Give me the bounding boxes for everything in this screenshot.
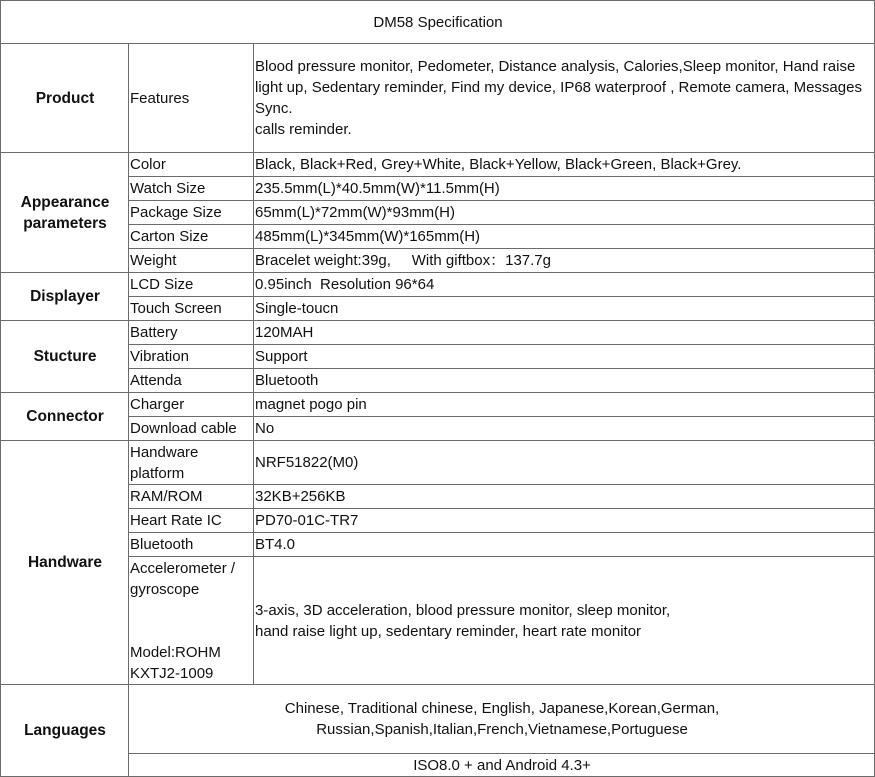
spec-label: Battery (129, 321, 254, 345)
spec-value: Black, Black+Red, Grey+White, Black+Yellow, Black+Green, Black+Grey. (254, 153, 875, 177)
table-row (1, 153, 875, 177)
table-row (1, 417, 875, 441)
section-appearance-line2: parameters (23, 214, 107, 232)
table-row (1, 369, 875, 393)
spec-value: Support (254, 345, 875, 369)
table-row (1, 557, 875, 685)
table-row (1, 225, 875, 249)
features-text: Blood pressure monitor, Pedometer, Distance analysis, Calories,Sleep monitor, Hand raise light up, Sedentary reminder, Find my device, IP68 waterproof , Remote camera, Messages Sync. (255, 58, 862, 117)
spec-value: 0.95inch Resolution 96*64 (254, 273, 875, 297)
languages-line2: Russian,Spanish,Italian,French,Vietnamese,Portuguese (316, 721, 688, 738)
spec-label: Charger (129, 393, 254, 417)
features-label: Features (129, 44, 254, 153)
spec-label: Weight (129, 249, 254, 273)
spec-label: Watch Size (129, 177, 254, 201)
title-row (1, 1, 875, 44)
sensor-label (129, 557, 254, 685)
table-row (1, 177, 875, 201)
features-value (254, 44, 875, 153)
spec-value: 235.5mm(L)*40.5mm(W)*11.5mm(H) (254, 177, 875, 201)
sensor-value (254, 557, 875, 685)
spec-label: Heart Rate IC (129, 509, 254, 533)
table-row (1, 685, 875, 754)
spec-value: Bluetooth (254, 369, 875, 393)
spec-value: 485mm(L)*345mm(W)*165mm(H) (254, 225, 875, 249)
table-row (1, 273, 875, 297)
section-structure: Stucture (1, 321, 129, 393)
section-displayer: Displayer (1, 273, 129, 321)
languages-line1: Chinese, Traditional chinese, English, Japanese,Korean,German, (284, 700, 720, 717)
table-row (1, 297, 875, 321)
table-row (1, 249, 875, 273)
spec-value: No (254, 417, 875, 441)
section-connector: Connector (1, 393, 129, 441)
spec-label: LCD Size (129, 273, 254, 297)
sensor-name: Accelerometer / gyroscope (130, 560, 236, 598)
spec-value: NRF51822(M0) (254, 441, 875, 485)
spec-value: Bracelet weight:39g, With giftbox：137.7g (254, 249, 875, 273)
section-product: Product (1, 44, 129, 153)
product-row (1, 44, 875, 153)
table-row (1, 485, 875, 509)
table-row (1, 754, 875, 777)
sensor-value-line2: hand raise light up, sedentary reminder, heart rate monitor (255, 622, 642, 640)
section-appearance-line1: Appearance (20, 193, 110, 211)
spec-label: Package Size (129, 201, 254, 225)
spec-value: PD70-01C-TR7 (254, 509, 875, 533)
sensor-model: Model:ROHM KXTJ2-1009 (130, 644, 221, 682)
table-row (1, 509, 875, 533)
spec-value: magnet pogo pin (254, 393, 875, 417)
spec-value: BT4.0 (254, 533, 875, 557)
table-row (1, 345, 875, 369)
spec-label: Carton Size (129, 225, 254, 249)
spec-label: Color (129, 153, 254, 177)
features-text-extra: calls reminder. (255, 121, 352, 138)
spec-label: RAM/ROM (129, 485, 254, 509)
table-row (1, 321, 875, 345)
page-title: DM58 Specification (1, 1, 875, 44)
spec-value: 32KB+256KB (254, 485, 875, 509)
spec-label: Download cable (129, 417, 254, 441)
spec-value: 65mm(L)*72mm(W)*93mm(H) (254, 201, 875, 225)
languages-value (129, 685, 875, 754)
spec-value: Single-toucn (254, 297, 875, 321)
table-row (1, 533, 875, 557)
spec-value: 120MAH (254, 321, 875, 345)
system-requirement: ISO8.0 + and Android 4.3+ (129, 754, 875, 777)
spec-label: Touch Screen (129, 297, 254, 321)
spec-label: Bluetooth (129, 533, 254, 557)
table-row (1, 201, 875, 225)
table-row (1, 393, 875, 417)
section-hardware: Handware (1, 441, 129, 685)
spec-label: Handware platform (129, 441, 254, 485)
spec-label: Vibration (129, 345, 254, 369)
table-row (1, 441, 875, 485)
spec-label: Attenda (129, 369, 254, 393)
section-languages: Languages (1, 685, 129, 777)
section-appearance (1, 153, 129, 273)
sensor-value-line1: 3-axis, 3D acceleration, blood pressure monitor, sleep monitor, (255, 601, 671, 619)
